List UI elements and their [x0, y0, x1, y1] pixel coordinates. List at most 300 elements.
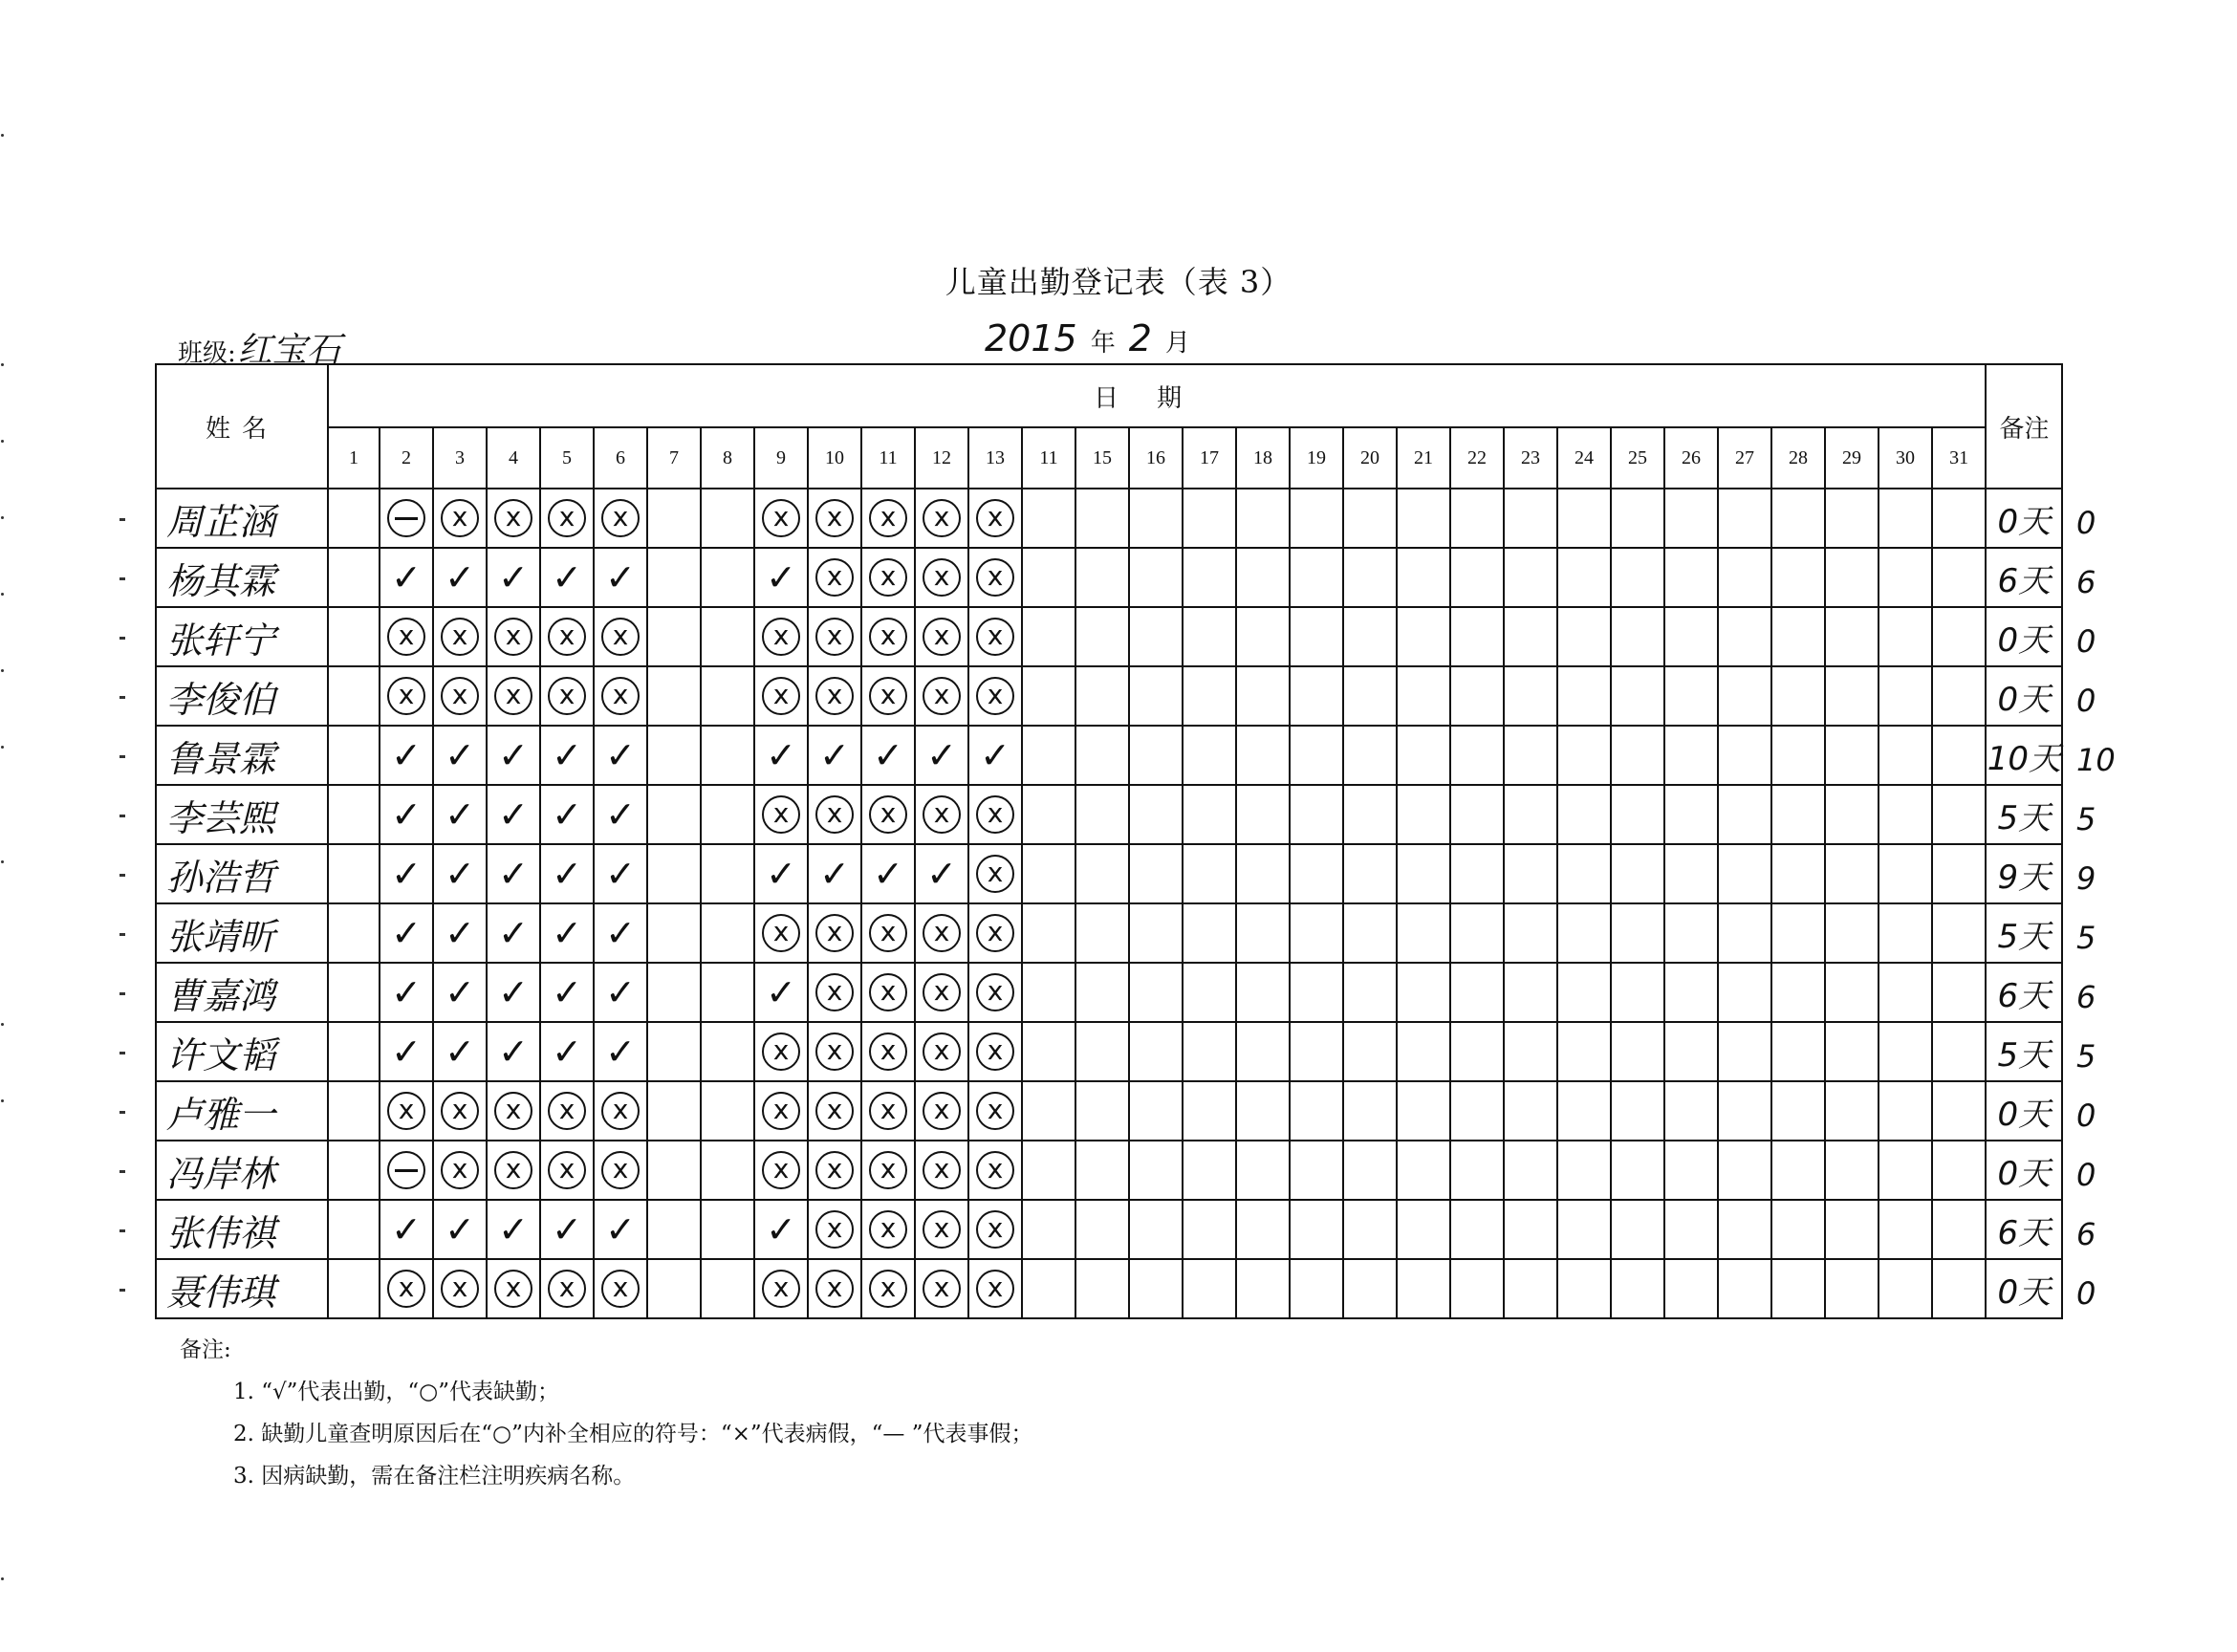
attendance-cell [328, 1200, 380, 1259]
attendance-cell [380, 963, 433, 1022]
attendance-cell [1183, 607, 1236, 666]
sick-leave-mark: x [494, 618, 532, 656]
row-tick-mark [119, 933, 125, 936]
present-check: ✓ [605, 734, 636, 776]
attendance-cell [1664, 844, 1718, 903]
attendance-cell [701, 903, 754, 963]
attendance-cell [1611, 489, 1664, 548]
attendance-cell [433, 726, 487, 785]
table-row [156, 785, 2062, 844]
attendance-cell [647, 1081, 701, 1141]
legend-heading: 备注: [180, 1337, 231, 1362]
attendance-cell [1771, 1141, 1825, 1200]
year-label: 年 [1090, 329, 1116, 358]
attendance-cell [1879, 1022, 1932, 1081]
present-check: ✓ [552, 734, 582, 776]
sick-leave-mark: x [976, 1092, 1014, 1130]
attendance-cell [1290, 1200, 1343, 1259]
present-check: ✓ [498, 793, 529, 836]
attendance-cell [1343, 726, 1397, 785]
margin-number: 0 [2076, 1275, 2096, 1312]
scan-dot [1, 1099, 4, 1102]
row-tick-mark [119, 755, 125, 758]
sick-leave-mark: x [441, 1092, 479, 1130]
attendance-cell [1290, 903, 1343, 963]
attendance-cell [1825, 666, 1879, 726]
attendance-cell [915, 1022, 968, 1081]
attendance-cell [1879, 903, 1932, 963]
sick-leave-mark: x [494, 499, 532, 537]
attendance-cell [701, 1259, 754, 1318]
present-check: ✓ [498, 912, 529, 954]
sick-leave-mark: x [869, 914, 907, 952]
sick-leave-mark: x [601, 1151, 640, 1189]
attendance-cell [647, 607, 701, 666]
attendance-cell [487, 1141, 540, 1200]
sick-leave-mark: x [548, 499, 586, 537]
attendance-total: 0天 [1986, 489, 2062, 548]
student-name: 周芷涵 [156, 489, 328, 548]
present-check: ✓ [552, 793, 582, 836]
margin-number: 5 [2076, 801, 2096, 837]
attendance-cell [1664, 1081, 1718, 1141]
attendance-cell [328, 489, 380, 548]
attendance-cell [1611, 666, 1664, 726]
attendance-cell [1075, 1200, 1129, 1259]
day-header: 23 [1504, 427, 1557, 489]
attendance-cell [1075, 666, 1129, 726]
attendance-cell [1290, 1141, 1343, 1200]
attendance-cell [1397, 963, 1450, 1022]
attendance-total: 10天 [1986, 726, 2062, 785]
sick-leave-mark: x [441, 1151, 479, 1189]
present-check: ✓ [498, 853, 529, 895]
scan-dot [1, 363, 4, 366]
present-check: ✓ [445, 853, 475, 895]
sick-leave-mark: x [494, 1151, 532, 1189]
attendance-cell [1397, 548, 1450, 607]
attendance-cell [594, 844, 647, 903]
attendance-cell [754, 548, 808, 607]
attendance-cell [861, 1200, 915, 1259]
sick-leave-mark: x [869, 1032, 907, 1071]
attendance-cell [1879, 1081, 1932, 1141]
day-header: 10 [808, 427, 861, 489]
attendance-cell [754, 844, 808, 903]
margin-number: 6 [2076, 979, 2096, 1015]
attendance-cell [1504, 785, 1557, 844]
present-check: ✓ [498, 1208, 529, 1250]
attendance-cell [540, 666, 594, 726]
attendance-cell [915, 1141, 968, 1200]
attendance-cell [808, 1081, 861, 1141]
attendance-cell [1290, 844, 1343, 903]
attendance-cell [1879, 1200, 1932, 1259]
attendance-cell [1183, 1259, 1236, 1318]
margin-number: 0 [2076, 1157, 2096, 1193]
table-row [156, 1022, 2062, 1081]
day-header: 27 [1718, 427, 1771, 489]
attendance-cell [1825, 726, 1879, 785]
present-check: ✓ [391, 1031, 422, 1073]
attendance-cell [1932, 607, 1986, 666]
attendance-cell [433, 1200, 487, 1259]
attendance-cell [1450, 963, 1504, 1022]
attendance-cell [1129, 1081, 1183, 1141]
attendance-cell [1075, 844, 1129, 903]
attendance-cell [1129, 489, 1183, 548]
day-header-row [156, 427, 2062, 489]
attendance-cell [1932, 666, 1986, 726]
present-check: ✓ [605, 1208, 636, 1250]
sick-leave-mark: x [976, 973, 1014, 1011]
attendance-cell [1825, 844, 1879, 903]
margin-number: 0 [2076, 623, 2096, 660]
attendance-total: 0天 [1986, 666, 2062, 726]
attendance-cell [1504, 1022, 1557, 1081]
attendance-cell [1771, 607, 1825, 666]
attendance-cell [1343, 489, 1397, 548]
scan-dot [1, 1577, 4, 1580]
attendance-cell [1450, 844, 1504, 903]
attendance-cell [968, 1200, 1022, 1259]
sick-leave-mark: x [869, 618, 907, 656]
present-check: ✓ [605, 1031, 636, 1073]
attendance-cell [1557, 1141, 1611, 1200]
table-row [156, 548, 2062, 607]
attendance-cell [1129, 1022, 1183, 1081]
attendance-cell [1557, 844, 1611, 903]
student-rows [156, 489, 2062, 1318]
sick-leave-mark: x [548, 1270, 586, 1308]
attendance-cell [1397, 903, 1450, 963]
attendance-cell [380, 1200, 433, 1259]
attendance-cell [1718, 963, 1771, 1022]
attendance-cell [968, 548, 1022, 607]
sick-leave-mark: x [441, 618, 479, 656]
attendance-cell [540, 726, 594, 785]
day-header: 4 [487, 427, 540, 489]
scan-dot [1, 746, 4, 749]
present-check: ✓ [445, 971, 475, 1013]
attendance-cell [328, 1081, 380, 1141]
row-tick-mark [119, 696, 125, 699]
attendance-cell [1664, 666, 1718, 726]
attendance-cell [1879, 666, 1932, 726]
attendance-cell [1879, 489, 1932, 548]
attendance-cell [1450, 1022, 1504, 1081]
attendance-cell [328, 844, 380, 903]
attendance-cell [1879, 963, 1932, 1022]
day-header: 16 [1129, 427, 1183, 489]
attendance-cell [1557, 666, 1611, 726]
attendance-cell [380, 548, 433, 607]
attendance-cell [1075, 1259, 1129, 1318]
attendance-cell [380, 607, 433, 666]
attendance-cell [754, 1200, 808, 1259]
student-name: 张轩宁 [156, 607, 328, 666]
sick-leave-mark: x [815, 499, 854, 537]
attendance-cell [1343, 1141, 1397, 1200]
sick-leave-mark: x [869, 499, 907, 537]
attendance-cell [1343, 548, 1397, 607]
attendance-cell [861, 844, 915, 903]
header-name: 姓名 [156, 364, 328, 489]
attendance-cell [433, 1081, 487, 1141]
attendance-cell [754, 963, 808, 1022]
sick-leave-mark: x [815, 914, 854, 952]
attendance-cell [540, 548, 594, 607]
attendance-cell [1771, 844, 1825, 903]
attendance-cell [1290, 726, 1343, 785]
attendance-cell [647, 1259, 701, 1318]
attendance-cell [433, 548, 487, 607]
month-value: 2 [1128, 317, 1152, 359]
attendance-cell [1611, 1081, 1664, 1141]
attendance-cell [380, 903, 433, 963]
attendance-cell [968, 1141, 1022, 1200]
attendance-cell [1129, 666, 1183, 726]
sick-leave-mark: x [923, 973, 961, 1011]
attendance-cell [1879, 1259, 1932, 1318]
attendance-cell [1611, 1200, 1664, 1259]
attendance-cell [1290, 1259, 1343, 1318]
row-tick-mark [119, 518, 125, 521]
day-header: 31 [1932, 427, 1986, 489]
attendance-cell [915, 489, 968, 548]
attendance-cell [1236, 1259, 1290, 1318]
attendance-cell [1504, 1259, 1557, 1318]
attendance-cell [1397, 489, 1450, 548]
sick-leave-mark: x [762, 1270, 800, 1308]
present-check: ✓ [445, 912, 475, 954]
attendance-cell [1932, 1081, 1986, 1141]
attendance-cell [1557, 607, 1611, 666]
attendance-total: 6天 [1986, 963, 2062, 1022]
attendance-cell [808, 785, 861, 844]
attendance-cell [808, 844, 861, 903]
sick-leave-mark: x [601, 1270, 640, 1308]
attendance-cell [1504, 1141, 1557, 1200]
attendance-cell [754, 1141, 808, 1200]
attendance-cell [1450, 1200, 1504, 1259]
attendance-cell [594, 785, 647, 844]
sick-leave-mark: x [923, 499, 961, 537]
attendance-cell [594, 963, 647, 1022]
attendance-cell [647, 548, 701, 607]
present-check: ✓ [391, 734, 422, 776]
row-tick-mark [119, 637, 125, 640]
attendance-cell [1129, 1200, 1183, 1259]
attendance-cell [1129, 726, 1183, 785]
attendance-cell [1343, 844, 1397, 903]
attendance-cell [701, 785, 754, 844]
day-header: 2 [380, 427, 433, 489]
attendance-cell [968, 1022, 1022, 1081]
attendance-cell [1129, 963, 1183, 1022]
table-row [156, 963, 2062, 1022]
attendance-cell [701, 1022, 754, 1081]
class-label: 班级: [178, 339, 236, 368]
day-header: 8 [701, 427, 754, 489]
scan-dot [1, 860, 4, 863]
attendance-cell [1718, 489, 1771, 548]
attendance-cell [968, 903, 1022, 963]
attendance-cell [754, 607, 808, 666]
attendance-cell [594, 1200, 647, 1259]
attendance-cell [380, 726, 433, 785]
attendance-cell [1825, 1022, 1879, 1081]
sick-leave-mark: x [387, 1092, 425, 1130]
attendance-cell [915, 903, 968, 963]
attendance-cell [1236, 548, 1290, 607]
sick-leave-mark: x [494, 677, 532, 715]
attendance-cell [1557, 785, 1611, 844]
attendance-cell [1825, 1259, 1879, 1318]
attendance-cell [808, 489, 861, 548]
attendance-cell [1557, 1200, 1611, 1259]
attendance-cell [487, 963, 540, 1022]
attendance-cell [808, 1141, 861, 1200]
attendance-cell [1611, 1022, 1664, 1081]
present-check: ✓ [552, 556, 582, 598]
present-check: ✓ [605, 556, 636, 598]
attendance-total: 6天 [1986, 548, 2062, 607]
student-name: 卢雅一 [156, 1081, 328, 1141]
present-check: ✓ [766, 971, 796, 1013]
attendance-cell [433, 903, 487, 963]
student-name: 聂伟琪 [156, 1259, 328, 1318]
attendance-cell [1129, 903, 1183, 963]
present-check: ✓ [552, 1208, 582, 1250]
attendance-cell [1450, 489, 1504, 548]
attendance-cell [1397, 1081, 1450, 1141]
attendance-cell [433, 489, 487, 548]
attendance-cell [701, 666, 754, 726]
attendance-total: 9天 [1986, 844, 2062, 903]
sick-leave-mark: x [815, 1151, 854, 1189]
attendance-cell [968, 726, 1022, 785]
sick-leave-mark: x [815, 1270, 854, 1308]
attendance-cell [1504, 903, 1557, 963]
scan-dot [1, 440, 4, 443]
attendance-cell [594, 1081, 647, 1141]
day-header: 21 [1397, 427, 1450, 489]
legend-item-3: 3. 因病缺勤，需在备注栏注明疾病名称。 [233, 1464, 636, 1489]
attendance-cell [594, 726, 647, 785]
attendance-cell [808, 666, 861, 726]
present-check: ✓ [605, 853, 636, 895]
attendance-cell [1343, 1022, 1397, 1081]
attendance-cell [328, 607, 380, 666]
sick-leave-mark: x [762, 795, 800, 834]
attendance-cell [1183, 903, 1236, 963]
attendance-cell [1771, 726, 1825, 785]
attendance-cell [1611, 963, 1664, 1022]
attendance-cell [915, 1259, 968, 1318]
sick-leave-mark: x [441, 1270, 479, 1308]
attendance-total: 5天 [1986, 903, 2062, 963]
attendance-cell [861, 903, 915, 963]
attendance-cell [754, 903, 808, 963]
attendance-cell [328, 1259, 380, 1318]
day-header: 18 [1236, 427, 1290, 489]
sick-leave-mark: x [869, 795, 907, 834]
attendance-cell [1504, 548, 1557, 607]
table-row [156, 903, 2062, 963]
attendance-cell [1075, 1141, 1129, 1200]
attendance-cell [1397, 1022, 1450, 1081]
day-header: 11 [861, 427, 915, 489]
attendance-cell [1611, 903, 1664, 963]
attendance-cell [433, 1022, 487, 1081]
day-header: 12 [915, 427, 968, 489]
sick-leave-mark: x [976, 795, 1014, 834]
attendance-cell [1557, 548, 1611, 607]
present-check: ✓ [873, 853, 903, 895]
attendance-cell [1236, 607, 1290, 666]
margin-number: 5 [2076, 1038, 2096, 1075]
row-tick-mark [119, 577, 125, 580]
attendance-cell [594, 489, 647, 548]
attendance-cell [808, 607, 861, 666]
sick-leave-mark: x [601, 618, 640, 656]
sick-leave-mark: x [976, 855, 1014, 893]
attendance-cell [1664, 963, 1718, 1022]
attendance-cell [1183, 1141, 1236, 1200]
attendance-cell [1825, 1141, 1879, 1200]
day-header: 11 [1022, 427, 1075, 489]
attendance-cell [1236, 726, 1290, 785]
margin-number: 0 [2076, 683, 2096, 719]
day-header: 6 [594, 427, 647, 489]
attendance-cell [861, 1259, 915, 1318]
attendance-cell [433, 666, 487, 726]
attendance-cell [433, 785, 487, 844]
attendance-cell [487, 1022, 540, 1081]
attendance-cell [1557, 726, 1611, 785]
sick-leave-mark: x [976, 1270, 1014, 1308]
attendance-cell [915, 844, 968, 903]
present-check: ✓ [391, 853, 422, 895]
sick-leave-mark: x [869, 1151, 907, 1189]
present-check: ✓ [391, 556, 422, 598]
legend-item-1: 1. “√”代表出勤，“○”代表缺勤； [233, 1380, 560, 1404]
attendance-cell [754, 666, 808, 726]
attendance-cell [647, 903, 701, 963]
attendance-cell [1129, 844, 1183, 903]
attendance-cell [1075, 607, 1129, 666]
attendance-cell [487, 666, 540, 726]
attendance-cell [647, 1141, 701, 1200]
attendance-cell [1236, 785, 1290, 844]
attendance-cell [861, 1141, 915, 1200]
day-header: 25 [1611, 427, 1664, 489]
sick-leave-mark: x [976, 1151, 1014, 1189]
attendance-cell [1664, 489, 1718, 548]
attendance-cell [1825, 548, 1879, 607]
attendance-cell [968, 1259, 1022, 1318]
attendance-cell [1771, 963, 1825, 1022]
attendance-cell [540, 607, 594, 666]
attendance-cell [1825, 489, 1879, 548]
attendance-cell [540, 1022, 594, 1081]
attendance-cell [861, 785, 915, 844]
attendance-cell [647, 1022, 701, 1081]
attendance-cell [1022, 963, 1075, 1022]
personal-leave-mark [387, 1151, 425, 1189]
attendance-cell [701, 844, 754, 903]
